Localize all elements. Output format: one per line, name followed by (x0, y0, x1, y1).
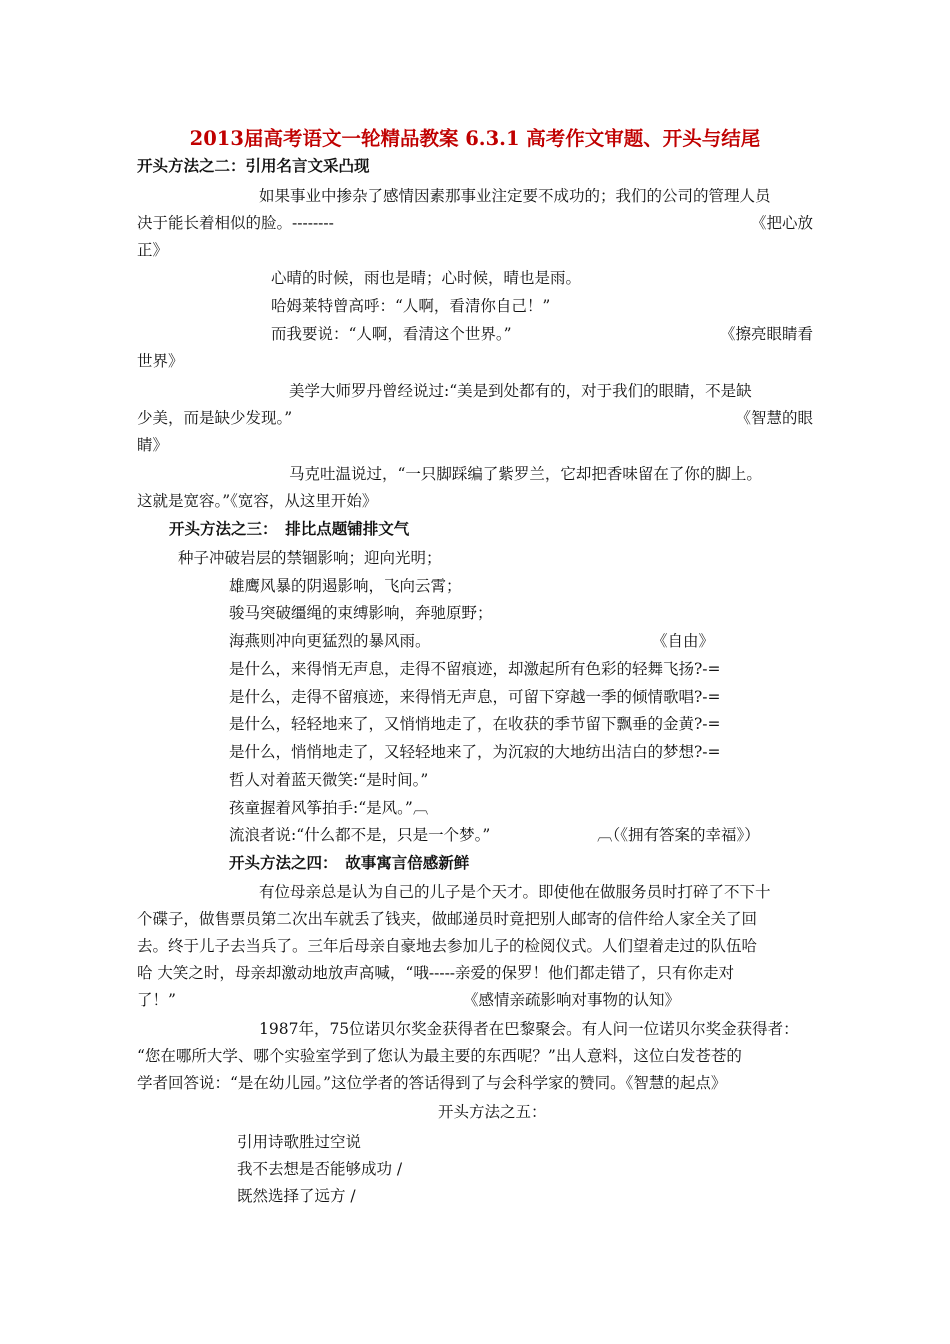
quote-4-line-2: 这就是宽容。”《宽容，从这里开始》 (137, 492, 378, 510)
parallel-line-9: 哲人对着蓝天微笑:“是时间。” (229, 771, 429, 789)
quote-2-source-cont: 世界》 (137, 352, 184, 370)
story-2-line-2: “您在哪所大学、哪个实验室学到了您认为最主要的东西呢？”出人意料，这位白发苍苍的 (137, 1047, 742, 1065)
quote-3-line-2: 少美，而是缺少发现。” (137, 409, 293, 427)
quote-3-source-cont: 睛》 (137, 436, 169, 454)
story-1-line-3: 去。终于儿子去当兵了。三年后母亲自豪地去参加儿子的检阅仪式。人们望着走过的队伍哈 (137, 937, 758, 955)
poem-line-2: 我不去想是否能够成功 / (237, 1160, 403, 1178)
story-1-line-4: 哈 大笑之时，母亲却激动地放声高喊，“哦-----亲爱的保罗！他们都走错了，只有你走对 (137, 964, 735, 982)
story-2-line-3: 学者回答说：“是在幼儿园。”这位学者的答话得到了与会科学家的赞同。《智慧的起点》 (137, 1074, 727, 1092)
story-1-line-1: 有位母亲总是认为自己的儿子是个天才。即使他在做服务员时打碎了不下十 (259, 883, 771, 901)
quote-2-line-3: 而我要说：“人啊，看清这个世界。” (271, 325, 512, 343)
story-1-line-5: 了！” (137, 991, 176, 1009)
poem-line-3: 既然选择了远方 / (237, 1187, 356, 1205)
story-2-line-1: 1987年，75位诺贝尔奖金获得者在巴黎聚会。有人问一位诺贝尔奖金获得者： (259, 1020, 799, 1038)
quote-1-source-cont: 正》 (137, 241, 169, 259)
parallel-line-1: 种子冲破岩层的禁锢影响；迎向光明； (178, 549, 442, 567)
poem-line-1: 引用诗歌胜过空说 (237, 1133, 362, 1151)
document-title: 2013届高考语文一轮精品教案 6.3.1 高考作文审题、开头与结尾 (189, 127, 761, 150)
parallel-line-3: 骏马突破缰绳的束缚影响，奔驰原野； (229, 604, 493, 622)
parallel-line-5: 是什么，来得悄无声息，走得不留痕迹，却激起所有色彩的轻舞飞扬?-= (229, 660, 721, 678)
quote-2-line-1: 心晴的时候，雨也是晴；心时候，晴也是雨。 (271, 269, 582, 287)
parallel-line-6: 是什么，走得不留痕迹，来得悄无声息，可留下穿越一季的倾情歌唱?-= (229, 688, 721, 706)
method-2-heading: 开头方法之二：引用名言文采凸现 (137, 156, 370, 175)
parallel-line-11: 流浪者说:“什么都不是，只是一个梦。” (229, 826, 491, 844)
quote-2-source: 《擦亮眼睛看 (719, 325, 813, 343)
quote-1-line-1: 如果事业中掺杂了感情因素那事业注定要不成功的；我们的公司的管理人员 (259, 187, 771, 205)
parallel-line-10: 孩童握着风筝拍手:“是风。”︹ (229, 799, 429, 817)
quote-1-source: 《把心放 (750, 214, 813, 232)
parallel-line-4: 海燕则冲向更猛烈的暴风雨。 (229, 632, 431, 650)
method-4-heading: 开头方法之四： 故事寓言倍感新鲜 (229, 853, 470, 872)
quote-2-line-2: 哈姆莱特曾高呼：“人啊，看清你自己！” (271, 297, 551, 315)
method-3-heading: 开头方法之三： 排比点题铺排文气 (169, 519, 410, 538)
parallel-line-7: 是什么，轻轻地来了，又悄悄地走了，在收获的季节留下飘垂的金黄?-= (229, 715, 721, 733)
story-1-line-2: 个碟子，做售票员第二次出车就丢了钱夹，做邮递员时竟把别人邮寄的信件给人家全关了回 (137, 910, 758, 928)
parallel-line-8: 是什么，悄悄地走了，又轻轻地来了，为沉寂的大地纺出洁白的梦想?-= (229, 743, 721, 761)
quote-3-line-1: 美学大师罗丹曾经说过:“美是到处都有的，对于我们的眼睛，不是缺 (289, 382, 752, 400)
parallel-line-11-source: ︹（《拥有答案的幸福》） (597, 826, 760, 844)
quote-4-line-1: 马克吐温说过，“一只脚踩编了紫罗兰，它却把香味留在了你的脚上。 (289, 465, 762, 483)
quote-3-source: 《智慧的眼 (735, 409, 813, 427)
parallel-line-2: 雄鹰风暴的阴遏影响，飞向云霄； (229, 577, 462, 595)
story-1-source: 《感情亲疏影响对事物的认知》 (463, 991, 681, 1009)
parallel-line-4-source: 《自由》 (652, 632, 715, 650)
quote-1-line-2: 决于能长着相似的脸。-------- (137, 214, 334, 232)
method-5-heading: 开头方法之五： (438, 1103, 547, 1121)
